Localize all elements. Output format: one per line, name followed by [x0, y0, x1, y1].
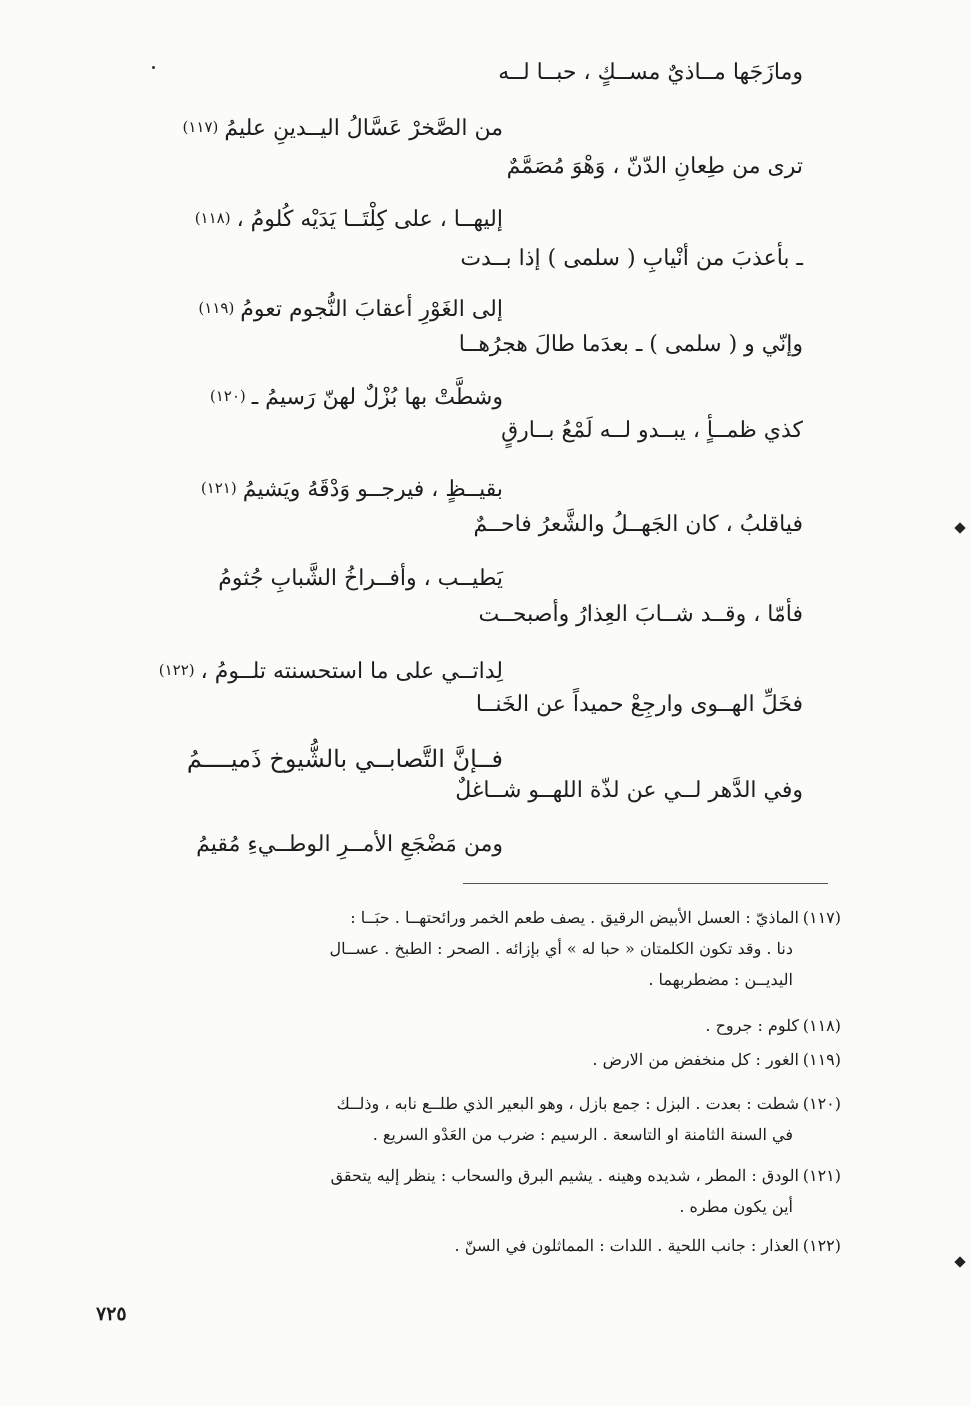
- footnote-number: (١٢٠): [802, 1094, 841, 1113]
- verse-line: وفي الدَّهر لــي عن لذّة اللهــو شــاغلٌ: [455, 778, 803, 803]
- edge-mark-icon: [954, 522, 965, 533]
- footnote-number: (١١٩): [802, 1050, 841, 1069]
- verse-ref: (١١٩): [198, 299, 235, 317]
- verse-line: ومازَجَها مــاذيٌ مســكٍ ، حبــا لــه: [498, 60, 803, 85]
- verse-line: ـ بأعذبَ من أنْيابِ ( سلمى ) إذا بــدت: [460, 246, 803, 271]
- footnote-number: (١١٧): [802, 908, 841, 927]
- verse-line: إليهــا ، على كِلْتَــا يَدَيْه كُلومُ ،(١١٨): [194, 207, 503, 232]
- footnote: (١٢٠)شطت : بعدت . البزل : جمع بازل ، وهو البعير الذي طلــع نابه ، وذلــك في السنة الثامنة او التاسعة . الرسيم : ضرب من العَدْو السريع .: [101, 1088, 841, 1150]
- footnote: (١١٩)الغور : كل منخفض من الارض .: [101, 1044, 841, 1075]
- verse-line: إلى الغَوْرِ أعقابَ النُّجوم تعومُ(١١٩): [198, 297, 503, 322]
- verse-line: لِداتــي على ما استحسنته تلــومُ ،(١٢٢): [158, 659, 503, 684]
- edge-mark-icon: [954, 1256, 965, 1267]
- verse-line: فأمّا ، وقــد شــابَ العِذارُ وأصبحــت: [478, 602, 803, 627]
- verse-line: وإنّي و ( سلمى ) ـ بعدَما طالَ هجرُهــا: [458, 332, 803, 357]
- verse-line: كذي ظمــأٍ ، يبــدو لــه لَمْعُ بــارقٍ: [501, 418, 803, 443]
- footnote: (١١٨)كلوم : جروح .: [101, 1010, 841, 1041]
- footnote-separator: [463, 883, 828, 884]
- verse-line: يَطيــب ، وأفــراخُ الشَّبابِ جُثومُ: [218, 566, 503, 591]
- footnote-number: (١٢١): [802, 1166, 841, 1185]
- footnote: (١١٧)الماذيّ : العسل الأبيض الرقيق . يصف طعم الخمر ورائحتهــا . حبَــا : دنا . وقد تكون الكلمتان « حبا له » أي بإزائه . الصحر : الطبخ . عســال اليديــن : مضطربهما .: [101, 902, 841, 995]
- verse-line: من الصَّخرْ عَسَّالُ اليــدينِ عليمُ(١١٧): [182, 116, 503, 141]
- verse-ref: (١٢١): [200, 479, 237, 497]
- page-number: ٧٢٥: [96, 1303, 127, 1325]
- page-speck: [152, 66, 155, 69]
- verse-line: وشطَّتْ بها بُزْلٌ لهنّ رَسيمُ ـ(١٢٠): [209, 385, 503, 410]
- verse-line: فياقلبُ ، كان الجَهــلُ والشَّعرُ فاحــمٌ: [473, 512, 803, 537]
- verse-ref: (١٢٢): [158, 661, 195, 679]
- verse-ref: (١١٧): [182, 118, 219, 136]
- verse-line: فــإنَّ التَّصابــي بالشُّيوخ ذَميــــمُ: [186, 745, 503, 773]
- footnote: (١٢١)الودق : المطر ، شديده وهينه . يشيم البرق والسحاب : ينظر إليه يتحقق أين يكون مطره .: [101, 1160, 841, 1222]
- footnote: (١٢٢)العذار : جانب اللحية . اللدات : المماثلون في السنّ .: [101, 1230, 841, 1261]
- verse-line: ومن مَضْجَعِ الأمــرِ الوطــيءِ مُقيمُ: [196, 832, 503, 857]
- verse-line: ترى من طِعانِ الدّنّ ، وَهْوَ مُصَمَّمٌ: [506, 154, 803, 179]
- footnote-number: (١٢٢): [802, 1236, 841, 1255]
- verse-line: فخَلِّ الهــوى وارجِعْ حميداً عن الخَنــا: [475, 692, 803, 717]
- footnote-number: (١١٨): [802, 1016, 841, 1035]
- verse-line: بقيــظٍ ، فيرجــو وَدْقَهُ ويَشيمُ(١٢١): [200, 477, 503, 502]
- verse-ref: (١٢٠): [209, 387, 246, 405]
- verse-ref: (١١٨): [194, 209, 231, 227]
